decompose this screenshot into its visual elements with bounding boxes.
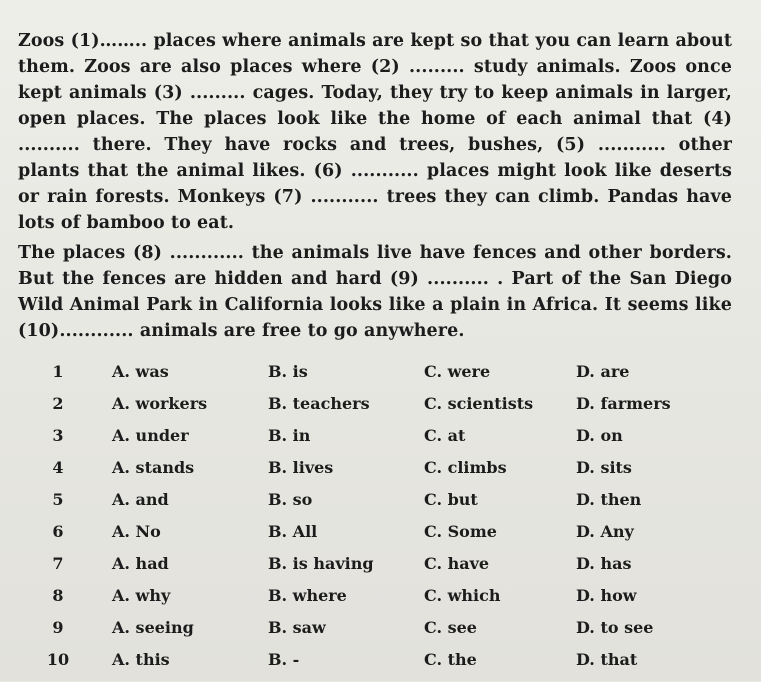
option-b: B. in — [268, 426, 311, 445]
reading-passage — [18, 28, 732, 344]
question-list — [0, 362, 761, 682]
question-number: 2 — [52, 394, 64, 413]
question-row — [0, 554, 761, 586]
option-d: D. Any — [576, 522, 634, 541]
option-c: C. were — [424, 362, 491, 381]
question-row — [0, 458, 761, 490]
option-a: A. workers — [112, 394, 208, 413]
option-d: D. sits — [576, 458, 632, 477]
question-number: 8 — [52, 586, 64, 605]
question-row — [0, 618, 761, 650]
question-number: 9 — [52, 618, 64, 637]
option-a: A. why — [112, 586, 171, 605]
question-number: 10 — [46, 650, 70, 669]
option-c: C. climbs — [424, 458, 507, 477]
option-c: C. Some — [424, 522, 497, 541]
question-number: 3 — [52, 426, 64, 445]
option-b: B. All — [268, 522, 318, 541]
option-a: A. under — [112, 426, 189, 445]
option-b: B. so — [268, 490, 313, 509]
question-row — [0, 490, 761, 522]
question-number: 6 — [52, 522, 64, 541]
question-row — [0, 586, 761, 618]
option-d: D. are — [576, 362, 630, 381]
option-b: B. is having — [268, 554, 374, 573]
option-c: C. which — [424, 586, 501, 605]
option-a: A. No — [112, 522, 161, 541]
option-d: D. on — [576, 426, 623, 445]
option-c: C. scientists — [424, 394, 534, 413]
option-b: B. teachers — [268, 394, 370, 413]
question-row — [0, 650, 761, 682]
option-d: D. to see — [576, 618, 654, 637]
question-row — [0, 426, 761, 458]
option-b: B. saw — [268, 618, 326, 637]
option-c: C. but — [424, 490, 478, 509]
question-number: 5 — [52, 490, 64, 509]
question-number: 7 — [52, 554, 64, 573]
option-d: D. how — [576, 586, 637, 605]
option-c: C. have — [424, 554, 490, 573]
question-row — [0, 522, 761, 554]
option-a: A. had — [112, 554, 169, 573]
option-b: B. - — [268, 650, 300, 669]
option-a: A. stands — [112, 458, 195, 477]
option-d: D. has — [576, 554, 632, 573]
option-c: C. see — [424, 618, 477, 637]
option-b: B. where — [268, 586, 347, 605]
option-a: A. was — [112, 362, 169, 381]
question-row — [0, 394, 761, 426]
option-d: D. that — [576, 650, 638, 669]
option-a: A. seeing — [112, 618, 194, 637]
option-c: C. the — [424, 650, 477, 669]
option-b: B. is — [268, 362, 308, 381]
option-b: B. lives — [268, 458, 334, 477]
option-c: C. at — [424, 426, 466, 445]
question-row — [0, 362, 761, 394]
option-d: D. then — [576, 490, 642, 509]
passage-paragraph-2: The places (8) ............ the animals live have fences and other borders. But the fences are hidden and hard (9) .......... . Part of the San Diego Wild Animal Park in California looks like a plain in Africa. It seems like (10)............ animals are free to go anywhere. — [18, 243, 732, 341]
option-d: D. farmers — [576, 394, 671, 413]
question-number: 4 — [52, 458, 64, 477]
passage-paragraph-1: Zoos (1)…….. places where animals are kept so that you can learn about them. Zoos are also places where (2) ......... study animals. Zoos once kept animals (3) ......... cages. Today, they try to keep animals in larger, open places. The places look like the home of each animal that (4) .......... there. They have rocks and trees, bushes, (5) ........... other plants that the animal likes. (6) ........... places might look like deserts or rain forests. Monkeys (7) ........... trees they can climb. Pandas have lots of bamboo to eat. — [18, 31, 732, 233]
option-a: A. and — [112, 490, 169, 509]
option-a: A. this — [112, 650, 170, 669]
question-number: 1 — [52, 362, 64, 381]
